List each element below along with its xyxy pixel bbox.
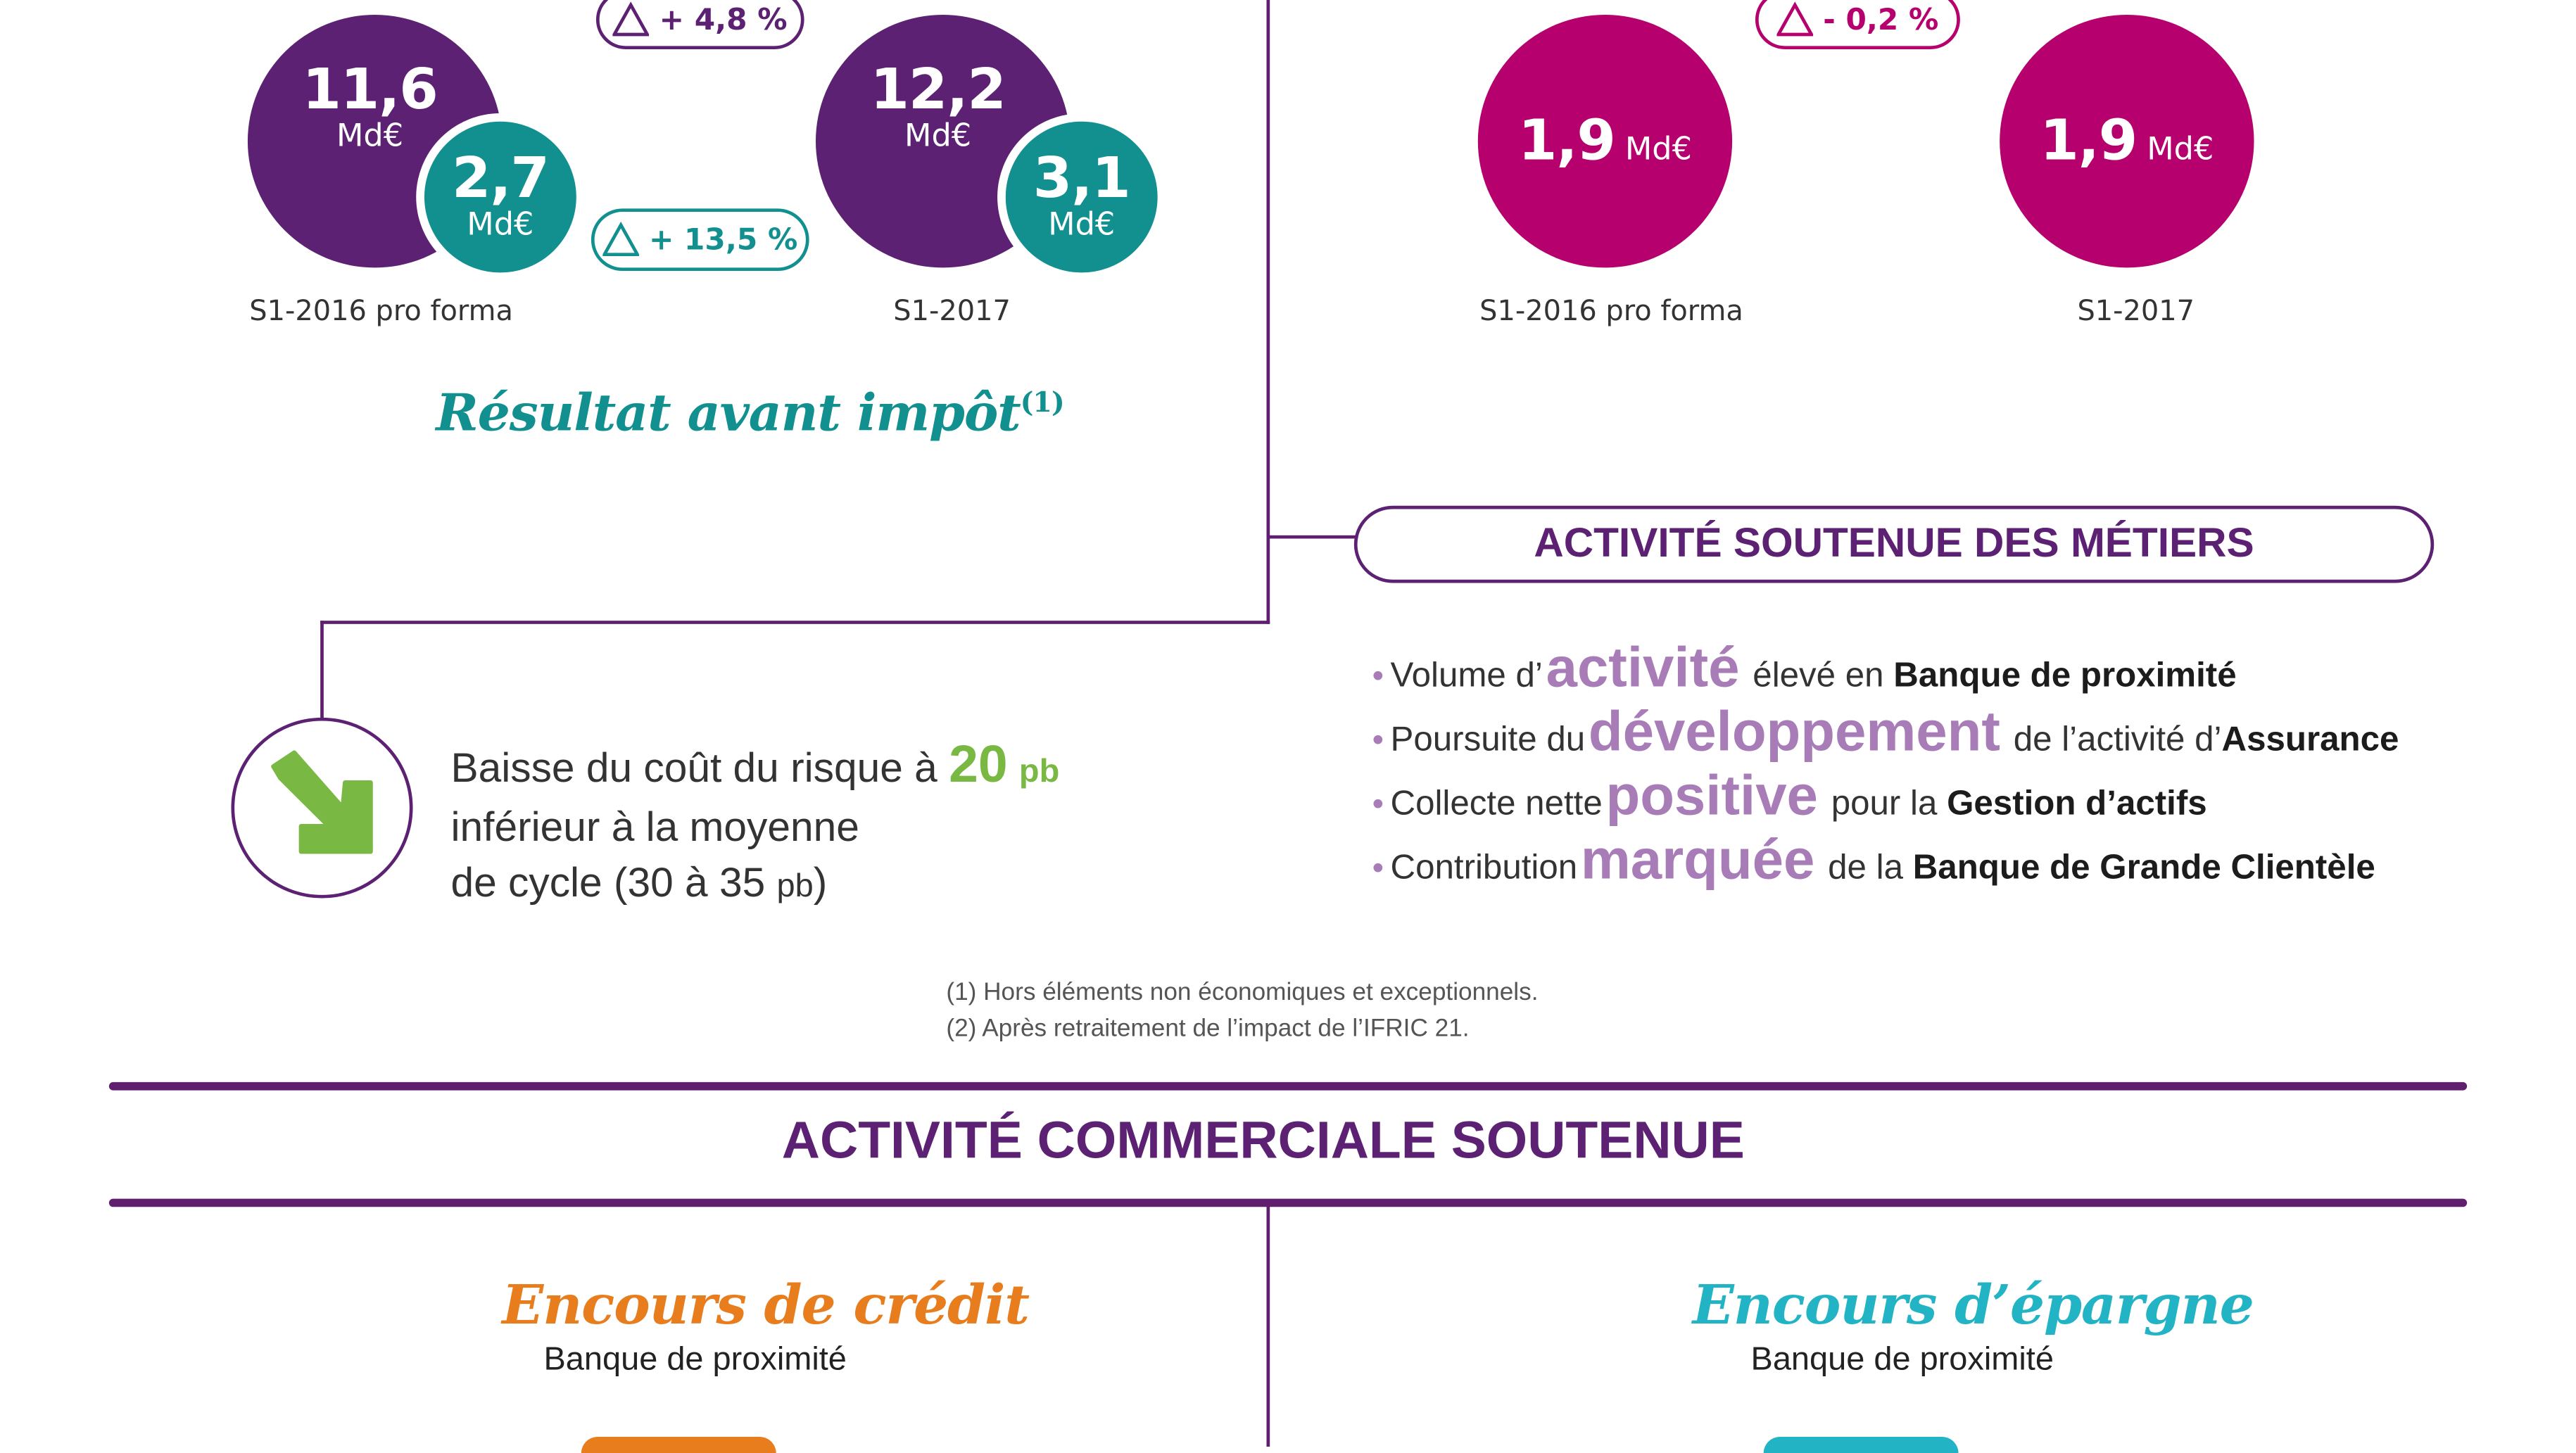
circle-2016-small	[416, 113, 584, 281]
delta-icon	[613, 1, 650, 37]
activity-header	[1354, 506, 2434, 583]
center-divider-top	[1266, 0, 1270, 624]
activity-header-text: ACTIVITÉ SOUTENUE DES MÉTIERS	[1534, 520, 2254, 567]
arrow-down-right-icon	[264, 751, 379, 865]
delta-icon	[602, 222, 639, 258]
growth-badge-top-text: + 4,8 %	[659, 2, 788, 37]
unit-right-2016: Md€	[1624, 131, 1692, 168]
bullet-post: élevé en	[1753, 656, 1884, 695]
value-2016-main: 11,6	[302, 57, 438, 124]
section-rule-bottom	[109, 1199, 2467, 1207]
activity-bullet	[1372, 830, 2375, 894]
bullet-dot: •	[1372, 850, 1384, 887]
bullet-dot: •	[1372, 786, 1384, 823]
growth-badge-right-text: - 0,2 %	[1823, 2, 1939, 37]
bullet-pre: Contribution	[1390, 849, 1578, 887]
activity-bullet	[1372, 766, 2207, 830]
growth-badge-mid-text: + 13,5 %	[648, 222, 798, 258]
circle-right-2017	[2000, 15, 2254, 267]
unit-2016-main: Md€	[336, 118, 404, 155]
risk-line-1	[450, 736, 1059, 800]
savings-shape-top	[1764, 1437, 1959, 1453]
bullet-keyword: positive	[1605, 765, 1818, 828]
value-right-2017: 1,9	[2040, 108, 2138, 175]
center-divider-bottom	[1266, 1205, 1270, 1447]
risk-line-2: inférieur à la moyenne	[450, 804, 859, 851]
caption-left-2017: S1-2017	[893, 296, 1011, 329]
credit-outstanding-title: Encours de crédit	[502, 1272, 1029, 1337]
connector-to-activity-header	[1266, 535, 1357, 539]
risk-value-unit: pb	[1018, 754, 1060, 790]
credit-shape-top	[581, 1437, 776, 1453]
bullet-keyword: marquée	[1580, 829, 1815, 892]
risk-line-1-pre: Baisse du coût du risque à	[450, 745, 937, 792]
value-2016-small: 2,7	[451, 146, 549, 212]
risk-line-3-post: )	[813, 860, 828, 907]
risk-icon-circle	[231, 718, 412, 899]
savings-outstanding-title: Encours d’épargne	[1692, 1272, 2254, 1337]
bullet-strong: Banque de Grande Clientèle	[1912, 849, 2375, 887]
pretax-income-title-text: Résultat avant impôt	[436, 384, 1021, 444]
bullet-keyword: développement	[1588, 701, 2000, 764]
bullet-post: pour la	[1831, 785, 1938, 823]
caption-right-2017: S1-2017	[2077, 296, 2195, 329]
value-2017-small: 3,1	[1033, 146, 1130, 212]
risk-line-3-unit: pb	[776, 868, 814, 905]
growth-badge-mid	[591, 208, 809, 271]
bullet-dot: •	[1372, 658, 1384, 695]
growth-badge-top	[596, 0, 804, 49]
pretax-income-title	[436, 384, 1063, 443]
footnote-1: (1) Hors éléments non économiques et exceptionnels.	[946, 978, 1539, 1007]
value-right-2016: 1,9	[1517, 108, 1615, 175]
unit-2017-small: Md€	[1048, 207, 1116, 243]
section-rule-top	[109, 1082, 2467, 1091]
unit-2017-main: Md€	[904, 118, 972, 155]
risk-text	[450, 736, 1059, 915]
bullet-strong: Assurance	[2221, 721, 2399, 759]
bullet-strong: Gestion d’actifs	[1947, 785, 2207, 823]
bullet-post: de la	[1828, 849, 1904, 887]
risk-line-3-pre: de cycle (30 à 35	[450, 860, 766, 907]
circle-right-2016	[1478, 15, 1732, 267]
caption-right-2016: S1-2016 pro forma	[1479, 296, 1743, 329]
risk-value: 20	[949, 734, 1008, 794]
unit-2016-small: Md€	[467, 207, 534, 243]
commercial-section-title: ACTIVITÉ COMMERCIALE SOUTENUE	[781, 1110, 1745, 1169]
activity-bullet	[1372, 637, 2237, 701]
connector-down-to-risk	[320, 621, 324, 719]
bullet-pre: Poursuite du	[1390, 721, 1586, 759]
footnote-2: (2) Après retraitement de l’impact de l’IFRIC 21.	[946, 1015, 1470, 1043]
savings-outstanding-subtitle: Banque de proximité	[1750, 1341, 2054, 1378]
bullet-pre: Collecte nette	[1390, 785, 1603, 823]
growth-badge-right	[1755, 0, 1960, 49]
credit-outstanding-subtitle: Banque de proximité	[543, 1341, 847, 1378]
delta-icon	[1777, 1, 1814, 37]
bullet-strong: Banque de proximité	[1893, 656, 2237, 695]
bullet-pre: Volume d’	[1390, 656, 1543, 695]
caption-left-2016: S1-2016 pro forma	[249, 296, 513, 329]
value-2017-main: 12,2	[870, 57, 1006, 124]
unit-right-2017: Md€	[2147, 131, 2214, 168]
footnotes	[946, 975, 1538, 1048]
pretax-income-footnote-ref: (1)	[1020, 386, 1064, 420]
bullet-post: de l’activité d’	[2013, 721, 2222, 759]
risk-line-3	[450, 856, 1059, 915]
connector-horizontal	[320, 621, 1270, 624]
bullet-dot: •	[1372, 722, 1384, 759]
activity-bullet	[1372, 701, 2399, 765]
bullet-keyword: activité	[1546, 637, 1740, 700]
circle-2017-small	[997, 113, 1166, 281]
